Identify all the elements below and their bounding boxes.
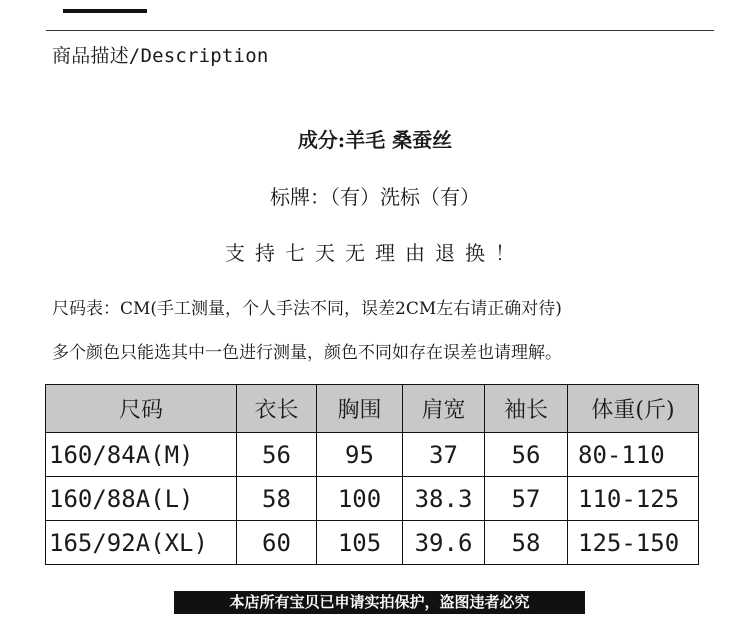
copyright-notice: 本店所有宝贝已申请实拍保护，盗图违者必究 — [174, 591, 585, 614]
cell-shoulder: 38.3 — [403, 477, 485, 521]
cell-length: 60 — [237, 521, 317, 565]
cell-size: 165/92A(XL) — [46, 521, 237, 565]
cell-weight: 125-150 — [568, 521, 699, 565]
header-weight: 体重(斤) — [568, 385, 699, 433]
table-header-row — [46, 385, 699, 433]
cell-sleeve: 57 — [485, 477, 568, 521]
cell-sleeve: 56 — [485, 433, 568, 477]
color-note: 多个颜色只能选其中一色进行测量，颜色不同如存在误差也请理解。 — [52, 343, 562, 363]
cell-chest: 105 — [317, 521, 403, 565]
header-size: 尺码 — [46, 385, 237, 433]
cell-chest: 95 — [317, 433, 403, 477]
section-title: 商品描述/Description — [52, 45, 269, 67]
header-sleeve: 袖长 — [485, 385, 568, 433]
cell-length: 58 — [237, 477, 317, 521]
cell-chest: 100 — [317, 477, 403, 521]
table-row — [46, 521, 699, 565]
size-table — [45, 384, 699, 565]
return-policy-line: 支持七天无理由退换！ — [225, 241, 525, 265]
cell-shoulder: 39.6 — [403, 521, 485, 565]
cell-weight: 110-125 — [568, 477, 699, 521]
label-info-line: 标牌：（有）洗标（有） — [270, 185, 480, 209]
table-row — [46, 433, 699, 477]
cell-sleeve: 58 — [485, 521, 568, 565]
top-divider — [46, 30, 714, 31]
measurement-note: 尺码表：CM(手工测量，个人手法不同，误差2CM左右请正确对待) — [52, 299, 562, 319]
cell-shoulder: 37 — [403, 433, 485, 477]
cell-size: 160/88A(L) — [46, 477, 237, 521]
header-chest: 胸围 — [317, 385, 403, 433]
header-length: 衣长 — [237, 385, 317, 433]
cell-length: 56 — [237, 433, 317, 477]
table-row — [46, 477, 699, 521]
cell-weight: 80-110 — [568, 433, 699, 477]
composition-line: 成分:羊毛 桑蚕丝 — [297, 128, 453, 152]
top-accent-bar — [63, 9, 147, 13]
cell-size: 160/84A(M) — [46, 433, 237, 477]
header-shoulder: 肩宽 — [403, 385, 485, 433]
